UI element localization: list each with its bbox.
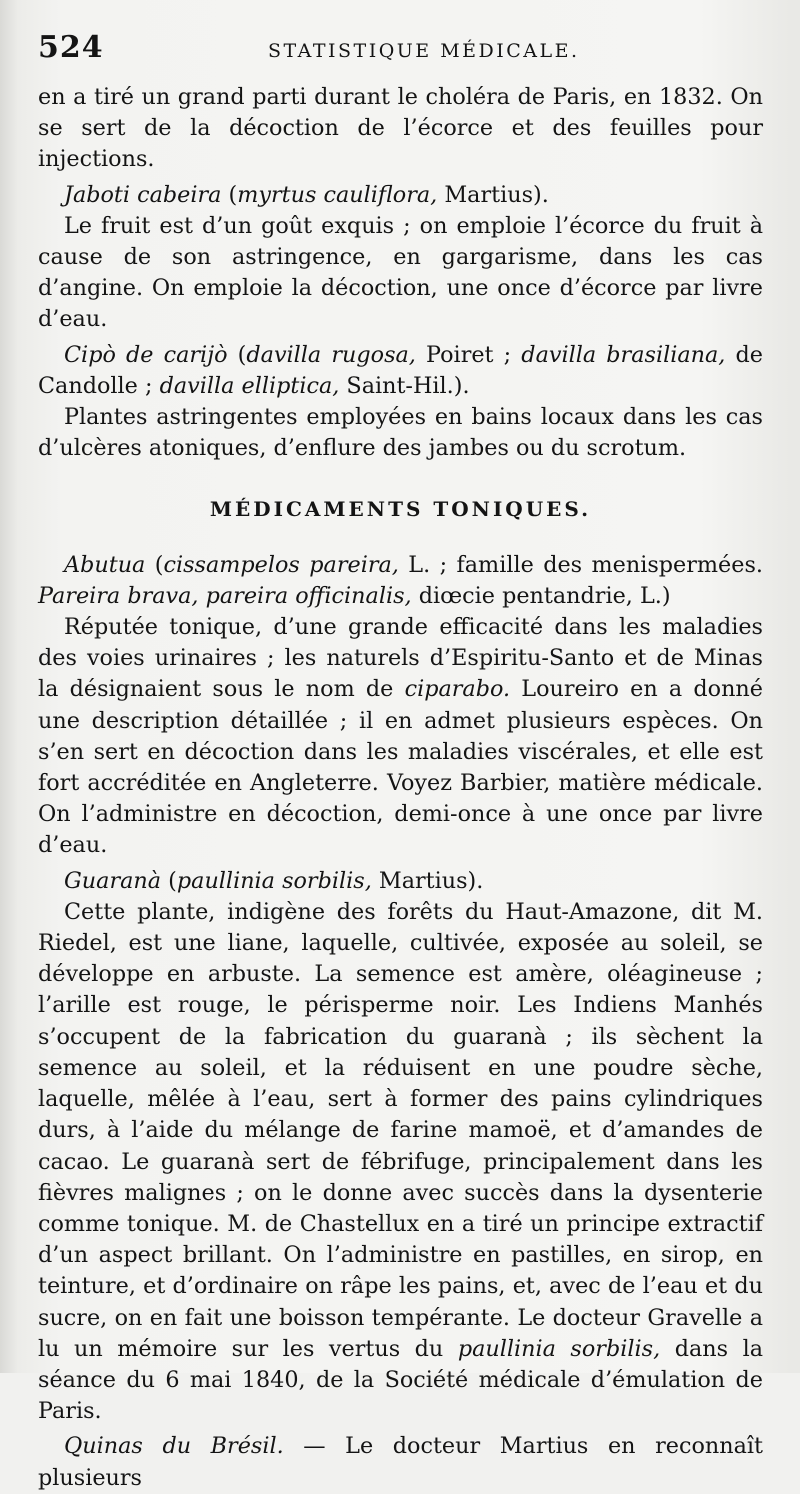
entry-text-cipo: Plantes astringentes employées en bains locaux dans les cas d’ulcères atoniques, d’enflure des jambes ou du scrotum. [38,404,763,462]
entry-title-jaboti [38,180,763,211]
running-head: STATISTIQUE MÉDICALE. [268,40,580,62]
page-header [38,30,760,70]
latin-name: davilla rugosa, [246,341,416,368]
title-part: Martius). [437,181,549,208]
page-number: 524 [38,30,104,65]
entry-text-jaboti: Le fruit est d’un goût exquis ; on emploie l’écorce du fruit à cause de son astringence, en gargarisme, dans les cas d’angine. On emploie la décoction, une once d’écorce par livre d’eau. [38,212,763,333]
title-part: ( [221,181,238,208]
page-body [38,82,763,1494]
title-part: de Candolle ; [38,341,763,399]
title-part: Saint-Hil.). [339,372,470,399]
title-part: ( [145,551,164,578]
text-part: dans la séance du 6 mai 1840, de la Société médicale d’émulation de Paris. [38,1335,764,1425]
title-part: ( [161,867,177,894]
latin-name: cissampelos pareira, [163,551,399,578]
text-part: — Le docteur Martius en reconnaît plusieurs [38,1433,763,1491]
entry-text-guarana [38,897,763,1427]
latin-name: paullinia sorbilis, [457,1335,661,1362]
text-part: Cette plante, indigène des forêts du Haut-Amazone, dit M. Riedel, est une liane, laquelle, cultivée, exposée au soleil, se développe en arbuste. La semence est amère, oléagineuse ; l’arille est rouge, le périsperme noir. Les Indiens Manhés s’occupent de la fabrication du guaranà ; ils sèchent la semence au soleil, et la réduisent en une poudre sèche, laquelle, mêlée à l’eau, sert à former des pains cylindriques durs, à l’aide du mélange de farine mamoë, et d’amandes de cacao. Le guaranà sert de fébrifuge, principalement dans les fièvres malignes ; on le donne avec succès dans la dysenterie comme tonique. M. de Chastellux en a tiré un principe extractif d’un aspect brillant. On l’administre en pastilles, en sirop, en teinture, et d’ordinaire on râpe les pains, et, avec de l’eau et du sucre, on en fait une boisson tempérante. Le docteur Gravelle a lu un mémoire sur les vertus du [38,898,763,1362]
latin-name: davilla brasiliana, [521,341,726,368]
latin-name: myrtus cauliflora, [237,181,438,208]
latin-name: Pareira brava, pareira officinalis, [38,582,412,609]
latin-name: ciparabo. [404,676,511,703]
entry-title-abutua [38,550,763,612]
section-heading: MÉDICAMENTS TONIQUES. [209,497,592,522]
title-part: ( [227,341,247,368]
species-name: Quinas du Brésil. [64,1433,284,1460]
species-name: Guaranà [64,867,162,894]
title-part: Martius). [371,867,484,894]
title-part: diœcie pentandrie, L.) [411,582,671,609]
entry-title-guarana [38,866,763,897]
title-part: Poiret ; [415,341,522,368]
latin-name: davilla elliptica, [159,372,340,399]
entry-text-abutua [38,612,763,862]
paragraph-continuation: en a tiré un grand parti durant le choléra de Paris, en 1832. On se sert de la décoction de l’écorce et des feuilles pour injections. [38,84,763,173]
latin-name: paullinia sorbilis, [176,867,372,894]
text-part: Réputée tonique, d’une grande efficacité dans les maladies des voies urinaires ; les naturels d’Espiritu-Santo et de Minas la désignaient sous le nom de [38,614,763,703]
species-name: Jaboti cabeira [64,181,222,208]
entry-title-quinas [38,1431,763,1493]
entry-title-cipo [38,340,763,402]
title-part: L. ; famille des menispermées. [398,551,763,578]
text-part: Loureiro en a donné une description détaillée ; il en admet plusieurs espèces. On s’en sert en décoction dans les maladies viscérales, et elle est fort accréditée en Angleterre. Voyez Barbier, matière médicale. On l’administre en décoction, demi-once à une once par livre d’eau. [38,676,763,859]
species-name: Cipò de carijò [64,341,228,368]
species-name: Abutua [64,551,146,578]
